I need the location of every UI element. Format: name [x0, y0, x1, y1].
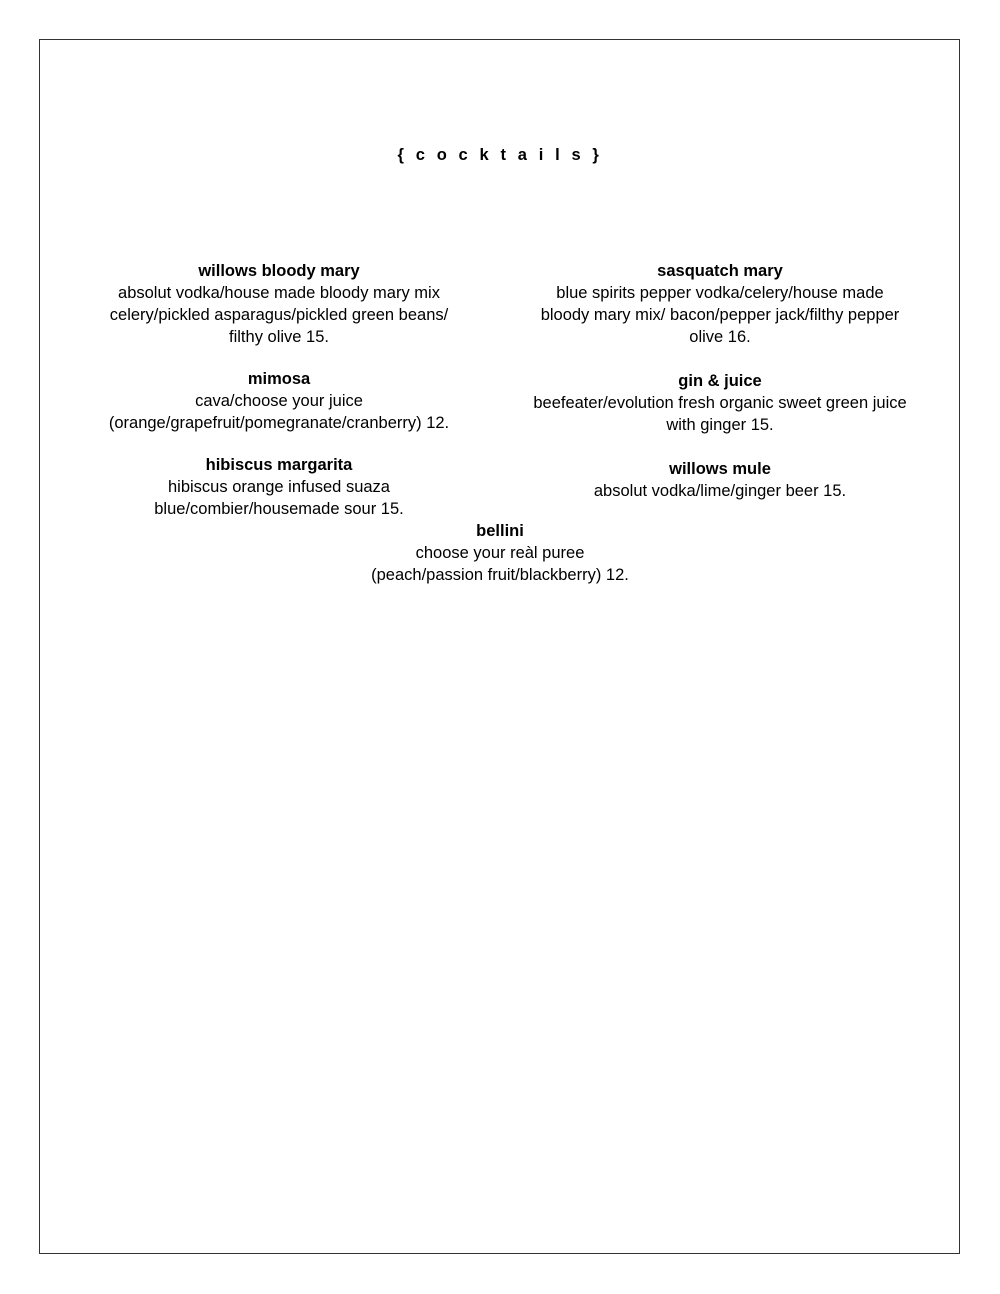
item-description-line: bloody mary mix/ bacon/pepper jack/filthy pepper: [540, 306, 900, 324]
item-name: sasquatch mary: [657, 262, 783, 280]
menu-item-willows-mule: [500, 458, 940, 502]
item-description-line: absolut vodka/house made bloody mary mix: [118, 284, 440, 302]
item-description-line: (peach/passion fruit/blackberry) 12.: [371, 566, 629, 584]
menu-title: { c o c k t a i l s }: [397, 146, 603, 164]
item-description-line: (orange/grapefruit/pomegranate/cranberry) 12.: [108, 414, 450, 432]
item-name: hibiscus margarita: [205, 456, 353, 474]
item-description-line: cava/choose your juice: [195, 392, 363, 410]
item-description-line: with ginger 15.: [666, 416, 774, 434]
menu-item-bellini: [280, 520, 720, 586]
item-name: gin & juice: [678, 372, 762, 390]
item-name: mimosa: [247, 370, 311, 388]
item-description-line: hibiscus orange infused suaza: [168, 478, 390, 496]
item-description-line: absolut vodka/lime/ginger beer 15.: [593, 482, 847, 500]
menu-item-willows-bloody-mary: [59, 260, 499, 348]
item-name: willows bloody mary: [198, 262, 360, 280]
item-description-line: blue spirits pepper vodka/celery/house made: [556, 284, 884, 302]
item-description-line: celery/pickled asparagus/pickled green beans/: [109, 306, 449, 324]
item-description-line: olive 16.: [689, 328, 751, 346]
page-border: [39, 39, 960, 1254]
item-description-line: filthy olive 15.: [229, 328, 329, 346]
item-description-line: beefeater/evolution fresh organic sweet green juice: [533, 394, 907, 412]
menu-item-hibiscus-margarita: [59, 454, 499, 520]
menu-item-mimosa: [59, 368, 499, 434]
menu-item-gin-and-juice: [500, 370, 940, 436]
item-name: bellini: [476, 522, 524, 540]
item-name: willows mule: [669, 460, 771, 478]
item-description-line: choose your reàl puree: [415, 544, 585, 562]
menu-item-sasquatch-mary: [500, 260, 940, 348]
item-description-line: blue/combier/housemade sour 15.: [154, 500, 404, 518]
